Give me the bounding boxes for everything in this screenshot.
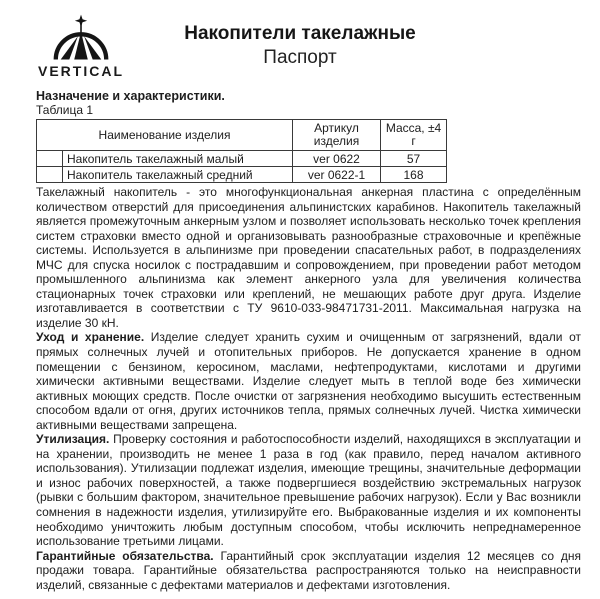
row-index-cell — [37, 167, 63, 183]
disposal-heading: Утилизация. — [36, 432, 110, 447]
article-cell: ver 0622 — [293, 151, 381, 167]
specs-heading: Назначение и характеристики. — [36, 89, 225, 103]
col-header-mass: Масса, ±4 г — [381, 120, 447, 151]
document-header — [0, 0, 600, 86]
disposal-paragraph — [36, 432, 581, 548]
article-cell: ver 0622-1 — [293, 167, 381, 183]
col-header-article: Артикул изделия — [293, 120, 381, 151]
care-heading: Уход и хранение. — [36, 330, 145, 345]
spec-table — [36, 119, 447, 183]
description-text: Такелажный накопитель - это многофункциональная анкерная пластина с определённым количеством отверстий для присоединения альпинистских карабинов. Накопитель такелажный является промежуточным анкерным узлом и позволяет использовать несколько точек крепления систем страховки вместо одной и организовывать разнообразные страховочные и крепёжные системы. Используется в альпинизме при проведении спасательных работ, в подразделениях МЧС для спуска носилок с пострадавшим и сопровождением, при проведении работ методом промышленного альпинизма как элемент анкерного узла для увеличения количества стационарных точек страховки или креплений, не мешающих работе друг друга. Изделие изготавливается в соответствии с ТУ 9610-033-98471731-2011. Максимальная нагрузка на изделие 30 кН. — [36, 185, 581, 330]
product-name-cell: Накопитель такелажный средний — [63, 167, 293, 183]
disposal-text: Проверку состояния и работоспособности изделий, находящихся в эксплуатации и на хранении, производить не менее 1 раза в год (как правило, перед началом активного использования). Утилизации подлежат изделия, имеющие трещины, значительные деформации и износ рабочих поверхностей, а также подвергшиеся воздействию экстремальных нагрузок (рывки с большим фактором, значительное превышение рабочих нагрузок). Если у Вас возникли сомнения в надежности изделия, утилизируйте его. Выбракованные изделия и их компоненты необходимо уничтожить любым доступным способом, чтобы исключить непреднамеренное использование третьими лицами. — [36, 432, 581, 549]
spec-table-header-row — [37, 120, 447, 151]
table-row — [37, 167, 447, 183]
warranty-paragraph — [36, 549, 581, 593]
page-title: Накопители такелажные — [184, 23, 416, 44]
page-subtitle: Паспорт — [263, 47, 337, 68]
mass-cell: 57 — [381, 151, 447, 167]
document-body — [0, 89, 600, 592]
warranty-text: Гарантийный срок эксплуатации изделия 12 месяцев со дня продажи товара. Гарантийные обязательства распространяются только на неисправности изделий, связанные с дефектами материалов и дефектами изготовления. — [36, 548, 581, 592]
warranty-heading: Гарантийные обязательства. — [36, 548, 214, 563]
table-caption: Таблица 1 — [36, 103, 94, 117]
col-header-product-name: Наименование изделия — [37, 120, 293, 151]
mass-cell: 168 — [381, 167, 447, 183]
description-paragraph — [36, 185, 581, 330]
care-paragraph — [36, 330, 581, 432]
row-index-cell — [37, 151, 63, 167]
care-text: Изделие следует хранить сухим и очищенным от загрязнений, вдали от прямых солнечных лучей и отопительных приборов. Не допускается хранение в одном помещении с бензином, керосином, маслами, нефтепродуктами, кислотами и другими химически активными веществами. Изделие следует мыть в теплой воде без химически активных моющих средств. После очистки от загрязнения необходимо высушить естественным способом вдали от огня, других источников тепла, прямых солнечных лучей. Чистка химически активными веществами запрещена. — [36, 330, 581, 432]
table-row — [37, 151, 447, 167]
brand-name: VERTICAL — [38, 63, 124, 79]
title-block — [0, 22, 600, 70]
product-name-cell: Накопитель такелажный малый — [63, 151, 293, 167]
